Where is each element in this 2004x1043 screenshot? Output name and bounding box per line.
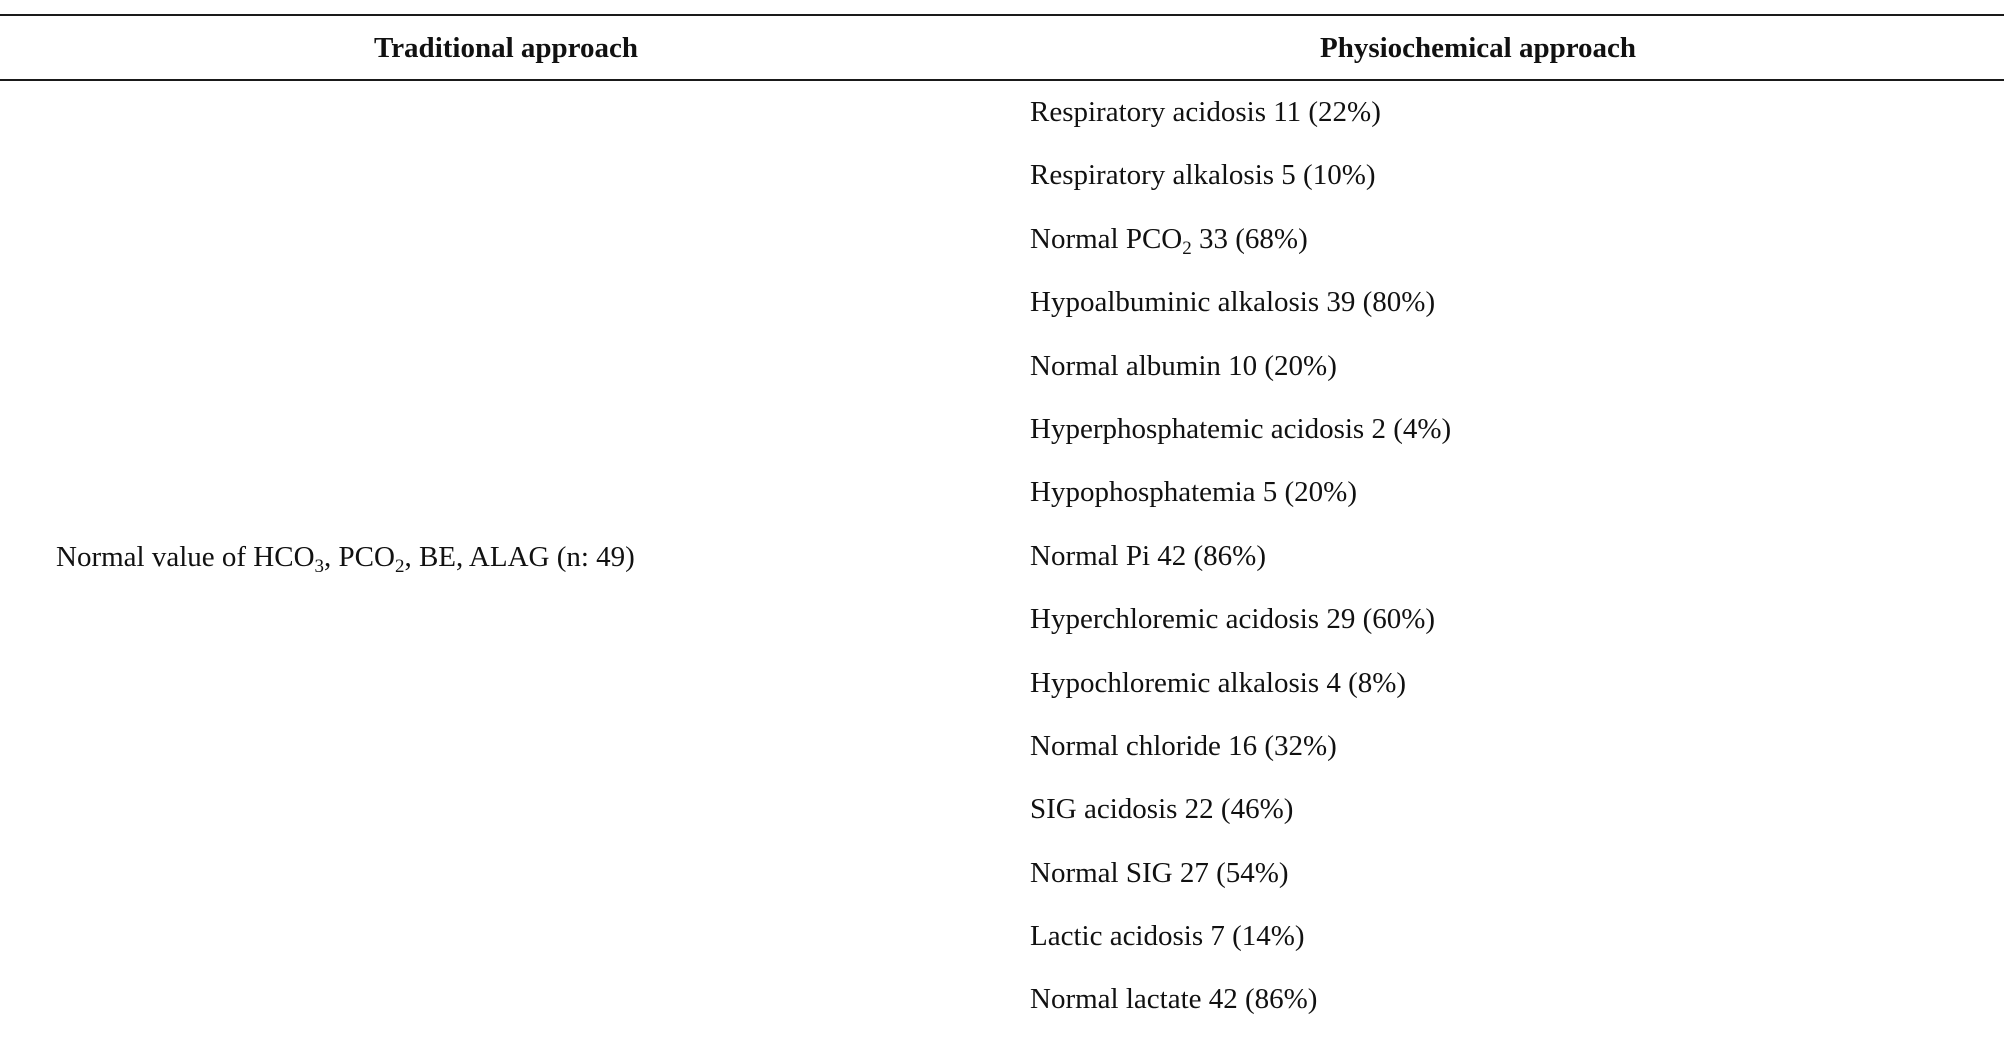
physiochemical-approach-list	[1030, 92, 1451, 1043]
list-item: Hypoalbuminic alkalosis 39 (80%)	[1030, 286, 1436, 319]
pco-subscript: 2	[1182, 237, 1192, 259]
table-header-rule	[0, 79, 2004, 81]
list-item: Respiratory acidosis 11 (22%)	[1030, 96, 1381, 128]
list-item	[1030, 219, 1451, 282]
column-header-physiochemical: Physiochemical approach	[1320, 32, 1637, 64]
list-item: Hypophosphatemia 5 (20%)	[1030, 476, 1357, 509]
item-text-normal-pco: Normal PCO	[1030, 222, 1183, 255]
list-item: SIG acidosis 22 (46%)	[1030, 793, 1294, 826]
list-item: Hyperphosphatemic acidosis 2 (4%)	[1030, 412, 1452, 445]
list-item: Normal Pi 42 (86%)	[1030, 539, 1266, 572]
list-item: Respiratory alkalosis 5 (10%)	[1030, 159, 1376, 192]
list-item: Normal lactate 42 (86%)	[1030, 983, 1318, 1016]
pco-subscript: 2	[394, 556, 405, 577]
traditional-approach-cell	[56, 537, 635, 577]
cell-text-rest: , BE, ALAG (n: 49)	[404, 541, 635, 573]
cell-text-hco: Normal value of HCO	[56, 541, 315, 573]
cell-text-pco: , PCO	[324, 541, 395, 573]
list-item: Hypochloremic alkalosis 4 (8%)	[1030, 666, 1407, 699]
list-item: Normal chloride 16 (32%)	[1030, 729, 1337, 762]
list-item: Lactic acidosis 7 (14%)	[1030, 920, 1305, 953]
list-item: Hyperchloremic acidosis 29 (60%)	[1030, 603, 1436, 636]
column-header-traditional: Traditional approach	[374, 32, 639, 64]
list-item: Normal albumin 10 (20%)	[1030, 349, 1337, 382]
item-text-count: 33 (68%)	[1191, 222, 1308, 255]
list-item: Normal SIG 27 (54%)	[1030, 856, 1289, 889]
hco-subscript: 3	[314, 556, 325, 577]
table-top-rule	[0, 14, 2004, 16]
